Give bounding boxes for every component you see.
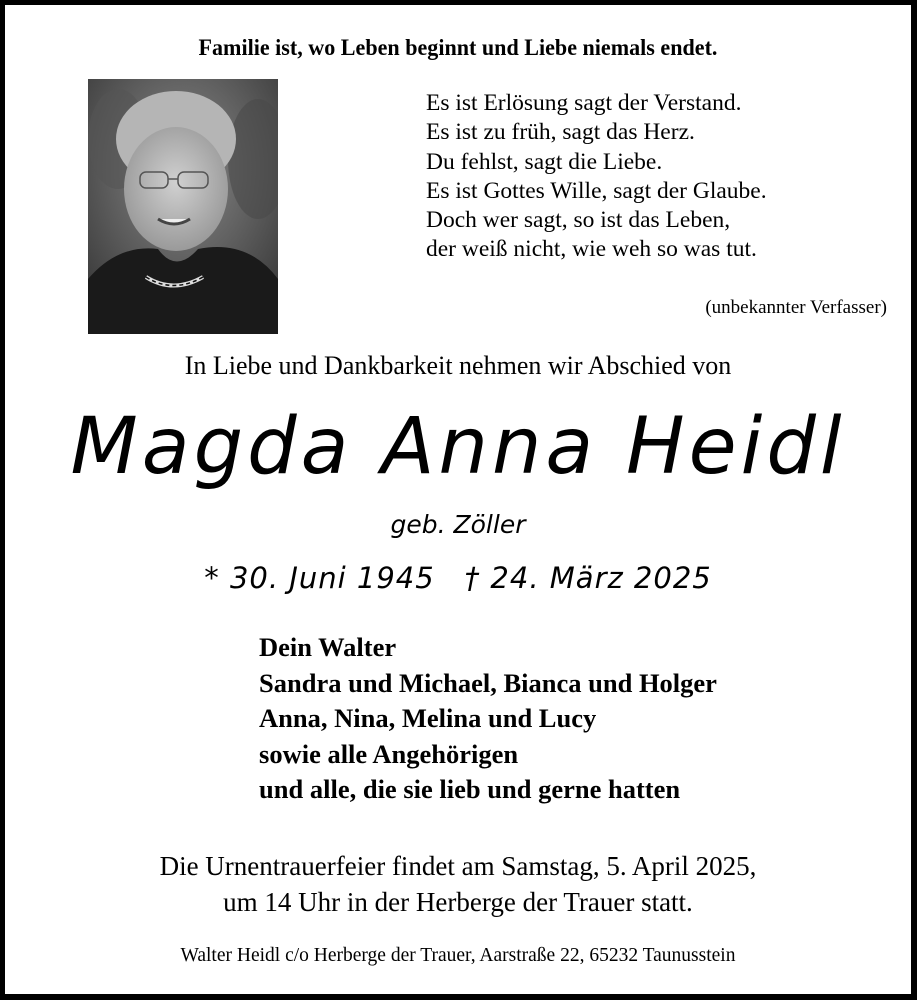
poem xyxy=(426,89,767,265)
birth-name: geb. Zöller xyxy=(390,510,526,539)
portrait-photo xyxy=(88,79,278,334)
contact-address: Walter Heidl c/o Herberge der Trauer, Aarstraße 22, 65232 Taunusstein xyxy=(180,945,736,966)
mourner-line: und alle, die sie lieb und gerne hatten xyxy=(259,774,681,804)
poem-line: der weiß nicht, wie weh so was tut. xyxy=(426,236,757,263)
poem-line: Es ist zu früh, sagt das Herz. xyxy=(426,119,695,146)
motto-heading: Familie ist, wo Leben beginnt und Liebe niemals endet. xyxy=(198,35,718,60)
ceremony-line: Die Urnentrauerfeier findet am Samstag, 5. April 2025, xyxy=(159,851,757,881)
birth-date: * 30. Juni 1945 xyxy=(204,561,435,595)
mourner-line: Dein Walter xyxy=(259,632,397,662)
poem-line: Es ist Gottes Wille, sagt der Glaube. xyxy=(426,177,767,204)
death-date: † 24. März 2025 xyxy=(464,561,712,595)
poem-line: Du fehlst, sagt die Liebe. xyxy=(426,148,663,175)
mourner-line: Anna, Nina, Melina und Lucy xyxy=(259,703,597,733)
obituary-notice xyxy=(5,5,911,994)
poem-author: (unbekannter Verfasser) xyxy=(705,297,887,318)
portrait-photo-icon xyxy=(88,79,278,334)
mourners-list xyxy=(259,630,717,808)
mourner-line: Sandra und Michael, Bianca und Holger xyxy=(259,667,717,698)
ceremony-info xyxy=(5,848,911,920)
mourner-line: sowie alle Angehörigen xyxy=(259,738,519,769)
intro-text: In Liebe und Dankbarkeit nehmen wir Abschied von xyxy=(184,351,732,380)
deceased-name: Magda Anna Heidl xyxy=(70,402,846,492)
poem-line: Es ist Erlösung sagt der Verstand. xyxy=(426,90,742,116)
ceremony-line: um 14 Uhr in der Herberge der Trauer statt. xyxy=(223,887,693,917)
life-dates xyxy=(5,561,911,595)
poem-line: Doch wer sagt, so ist das Leben, xyxy=(426,207,731,234)
